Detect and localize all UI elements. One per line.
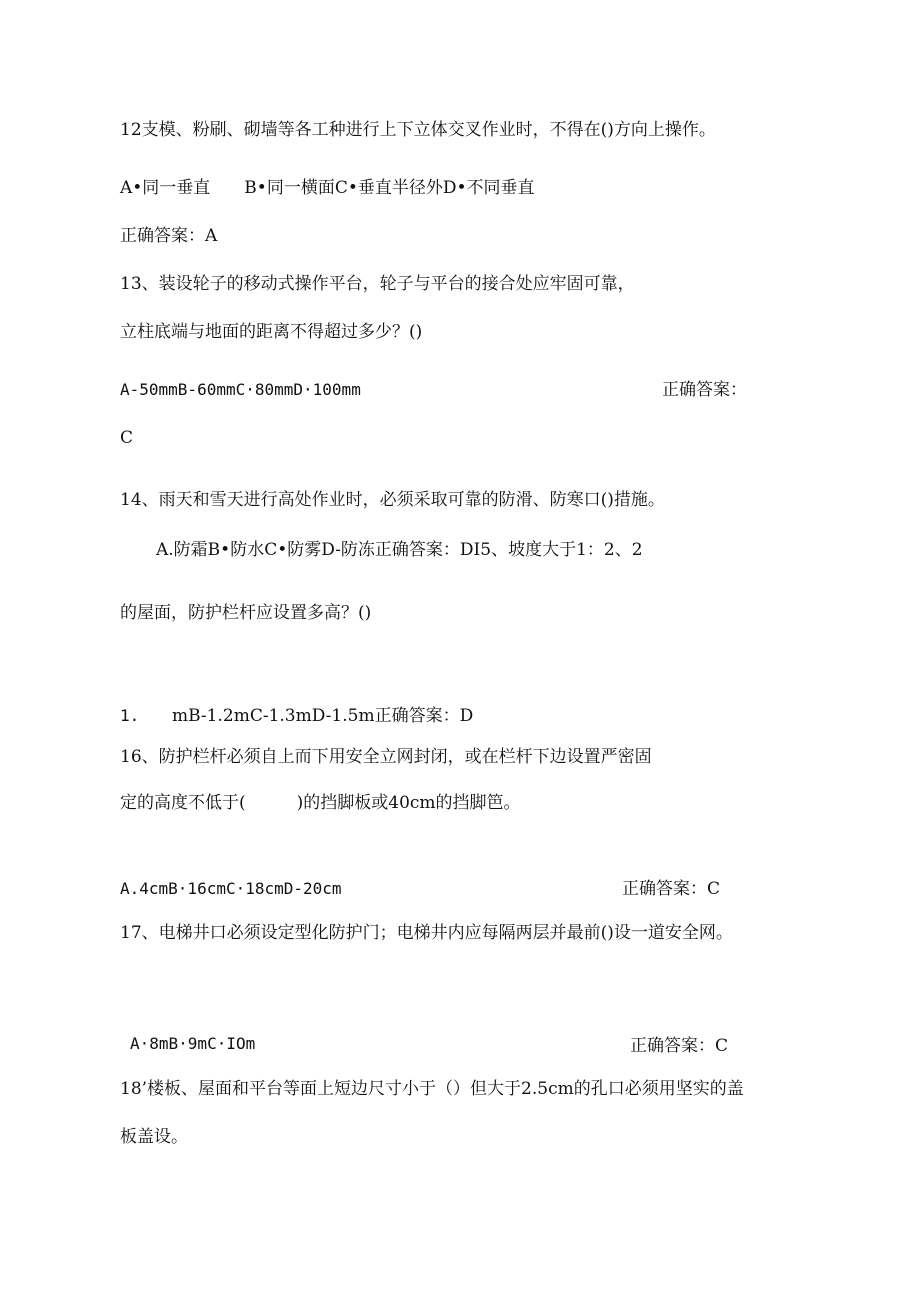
q15-options-number: 1. — [120, 706, 140, 725]
q14-text: 14、雨天和雪天进行高处作业时，必须采取可靠的防滑、防寒口()措施。 — [120, 490, 665, 510]
q15-text: 的屋面，防护栏杆应设置多高？() — [120, 603, 372, 623]
q14-options: A.防霜B•防水C•防雾D-防冻正确答案：DI5、坡度大于1：2、2 — [156, 540, 643, 560]
q16-text-line-1: 16、防护栏杆必须自上而下用安全立网封闭，或在栏杆下边设置严密固 — [120, 747, 652, 767]
q17-options: A·8mB·9mC·IOm — [130, 1034, 256, 1053]
q13-text-line-2: 立柱底端与地面的距离不得超过多少？() — [120, 322, 423, 342]
q18-text-line-1: 18’楼板、屋面和平台等面上短边尺寸小于（）但大于2.5cm的孔口必须用坚实的盖 — [120, 1079, 744, 1099]
q13-answer-label: 正确答案： — [662, 380, 747, 400]
q13-options: A-50mmB-60mmC·80mmD·100mm — [120, 380, 361, 399]
q17-text: 17、电梯井口必须设定型化防护门；电梯井内应每隔两层并最前()设一道安全网。 — [120, 923, 733, 943]
q16-text-line-2: 定的高度不低于( )的挡脚板或40cm的挡脚笆。 — [120, 793, 521, 813]
q12-options: A•同一垂直 B•同一横面C•垂直半径外D•不同垂直 — [120, 178, 535, 198]
q16-options: A.4cmB·16cmC·18cmD-20cm — [120, 879, 342, 898]
q18-text-line-2: 板盖设。 — [120, 1127, 188, 1147]
q13-answer-value: C — [120, 428, 134, 448]
q15-options: mB-1.2mC-1.3mD-1.5m正确答案：D — [172, 706, 474, 726]
q12-answer: 正确答案：A — [120, 226, 218, 246]
q13-text-line-1: 13、装设轮子的移动式操作平台，轮子与平台的接合处应牢固可靠， — [120, 274, 635, 294]
q16-answer: 正确答案：C — [622, 879, 721, 899]
q17-answer: 正确答案：C — [630, 1036, 729, 1056]
q12-text: 12支模、粉刷、砌墙等各工种进行上下立体交叉作业时，不得在()方向上操作。 — [120, 120, 716, 140]
